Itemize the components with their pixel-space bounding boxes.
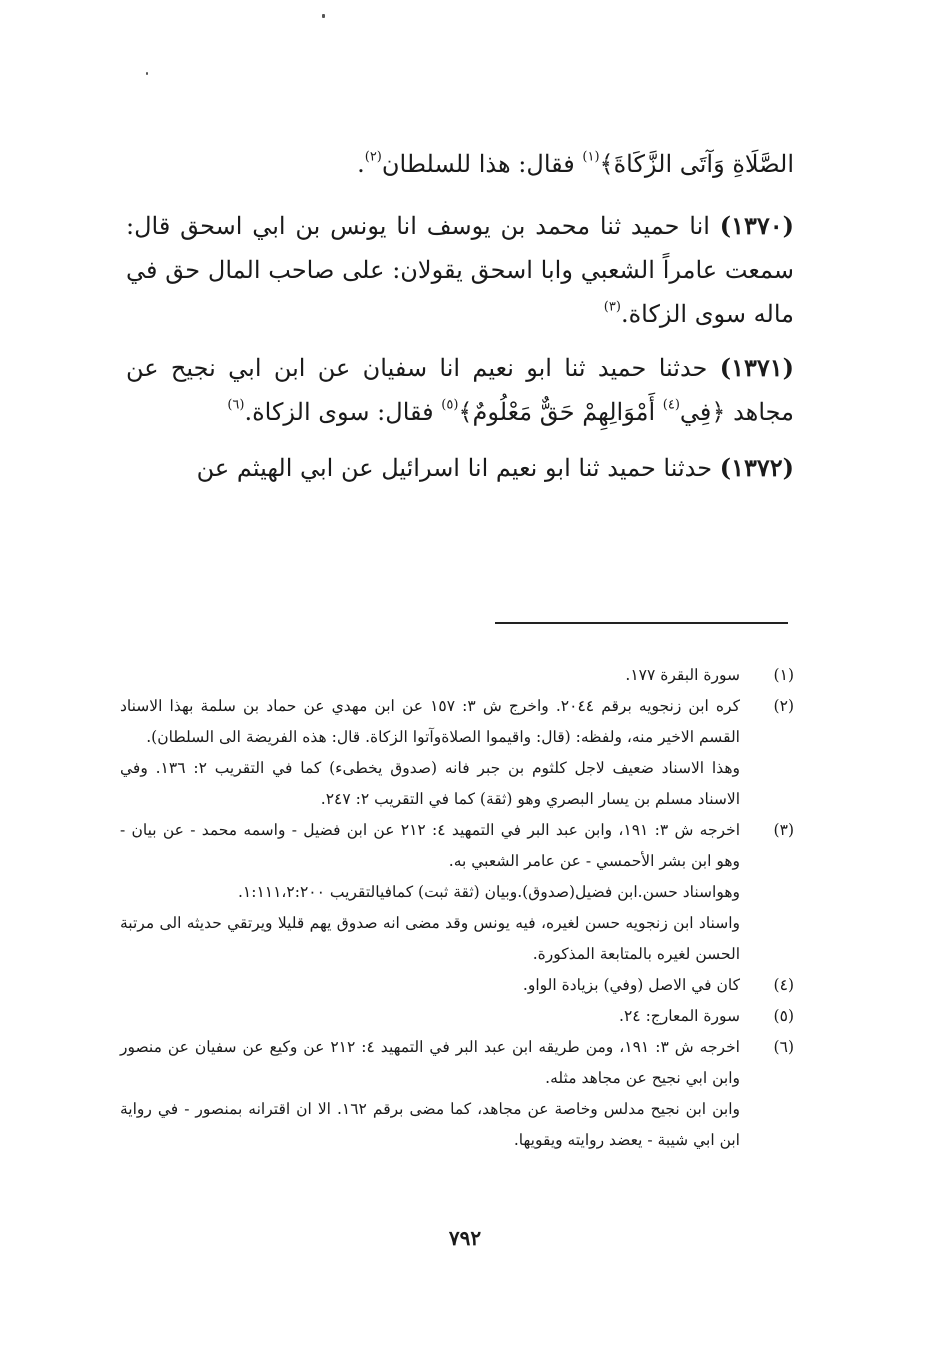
text-fragment: . [357, 150, 365, 178]
footnote-3 [120, 815, 794, 970]
hadith-1372 [126, 446, 794, 490]
footnote-text: اخرجه ش ٣: ١٩١، ومن طريقه ابن عبد البر في التمهيد ٤: ٢١٢ عن وكيع عن سفيان عن منصور وابن ابي نجيح عن مجاهد مثله. [120, 1038, 740, 1087]
footnote-text: كره ابن زنجويه برقم ٢٠٤٤. واخرج ش ٣: ١٥٧ عن ابن مهدي عن حماد بن سلمة بهذا الاسناد القسم الاخير منه، ولفظه: (قال: واقيموا الصلاةوآتوا الزكاة. قال: هذه الفريضة الى السلطان). [120, 697, 740, 746]
hadith-number: (١٣٧٠) [719, 211, 794, 240]
main-text [126, 204, 794, 336]
text-fragment: فقال: هذا للسلطان [381, 150, 583, 178]
footnote-1 [120, 660, 794, 691]
main-text [126, 346, 794, 434]
footnote-6 [120, 1032, 794, 1156]
scan-speck [322, 14, 325, 18]
footnotes [120, 660, 794, 1156]
footnote-5 [120, 1001, 794, 1032]
footnote-number: (١) [773, 666, 794, 684]
hadith-text: انا حميد ثنا محمد بن يوسف انا يونس بن ابي اسحق قال: سمعت عامراً الشعبي وابا اسحق يقولان: على صاحب المال حق في ماله سوى الزكاة. [126, 212, 794, 328]
footnote-ref: (١) [582, 149, 600, 165]
verse-fragment: أَمْوَالِهِمْ حَقٌّ مَعْلُومٌ﴾ [458, 398, 663, 426]
footnote-body [120, 660, 740, 691]
hadith-number: (١٣٧١) [719, 353, 794, 382]
hadith-text: حدثنا حميد ثنا ابو نعيم انا سفيان عن ابن ابي نجيح عن مجاهد ﴿فِي [126, 354, 794, 426]
hadith-1370 [126, 204, 794, 336]
hadith-text: حدثنا حميد ثنا ابو نعيم انا اسرائيل عن ابي الهيثم عن [196, 454, 720, 482]
hadith-text: فقال: سوى الزكاة. [244, 398, 442, 426]
hadith-number: (١٣٧٢) [719, 453, 794, 482]
hadith-1371 [126, 346, 794, 434]
footnote-number: (٥) [773, 1007, 794, 1025]
footnote-ref: (٣) [603, 299, 621, 315]
footnote-text: وهواسناد حسن.ابن فضيل(صدوق).وبيان (ثقة ثبت) كمافيالتقريب ١:١١١،٢:٢٠٠. [237, 883, 740, 901]
footnote-text: واسناد ابن زنجويه حسن لغيره، فيه يونس وقد مضى انه صدوق يهم قليلا ويرتقي حديثه الى مرتبة الحسن لغيره بالمتابعة المذكورة. [120, 914, 740, 963]
scan-speck [146, 72, 148, 75]
footnote-text: كان في الاصل (وفي) بزيادة الواو. [522, 976, 740, 994]
footnote-divider [495, 622, 788, 624]
footnote-number: (٤) [773, 976, 794, 994]
footnote-text: سورة المعارج: ٢٤. [619, 1007, 740, 1025]
footnote-body [120, 691, 740, 815]
footnote-ref: (٥) [441, 397, 459, 413]
main-text [126, 142, 794, 186]
footnote-body [120, 1032, 740, 1156]
footnote-body [120, 815, 740, 970]
page-number: ٧٩٢ [448, 1226, 482, 1250]
footnote-ref: (٢) [364, 149, 382, 165]
footnote-4 [120, 970, 794, 1001]
verse-fragment: الصَّلَاةِ وَآتَى الزَّكَاةَ﴾ [599, 150, 794, 178]
footnote-body [120, 1001, 740, 1032]
main-text [126, 446, 794, 490]
continuation-line [126, 142, 794, 186]
footnote-number: (٦) [773, 1038, 794, 1056]
footnote-text: وابن ابن نجيح مدلس وخاصة عن مجاهد، كما مضى برقم ١٦٢. الا ان اقترانه بمنصور - في رواية ابن ابي شيبة - يعضد روايته ويقويها. [120, 1100, 740, 1149]
footnote-2 [120, 691, 794, 815]
footnote-ref: (٦) [227, 397, 245, 413]
footnote-number: (٣) [773, 821, 794, 839]
footnote-text: وهذا الاسناد ضعيف لاجل كلثوم بن جبر فانه (صدوق يخطىء) كما في التقريب ٢: ١٣٦. وفي الاسناد مسلم بن يسار البصري وهو (ثقة) كما في التقريب ٢: ٢٤٧. [120, 759, 740, 808]
footnote-body [120, 970, 740, 1001]
footnote-number: (٢) [773, 697, 794, 715]
footnote-text: سورة البقرة ١٧٧. [625, 666, 740, 684]
footnote-text: اخرجه ش ٣: ١٩١، وابن عبد البر في التمهيد ٤: ٢١٢ عن ابن فضيل - واسمه محمد - عن بيان - وهو ابن بشر الأحمسي - عن عامر الشعبي به. [120, 821, 740, 870]
footnote-ref: (٤) [662, 397, 680, 413]
